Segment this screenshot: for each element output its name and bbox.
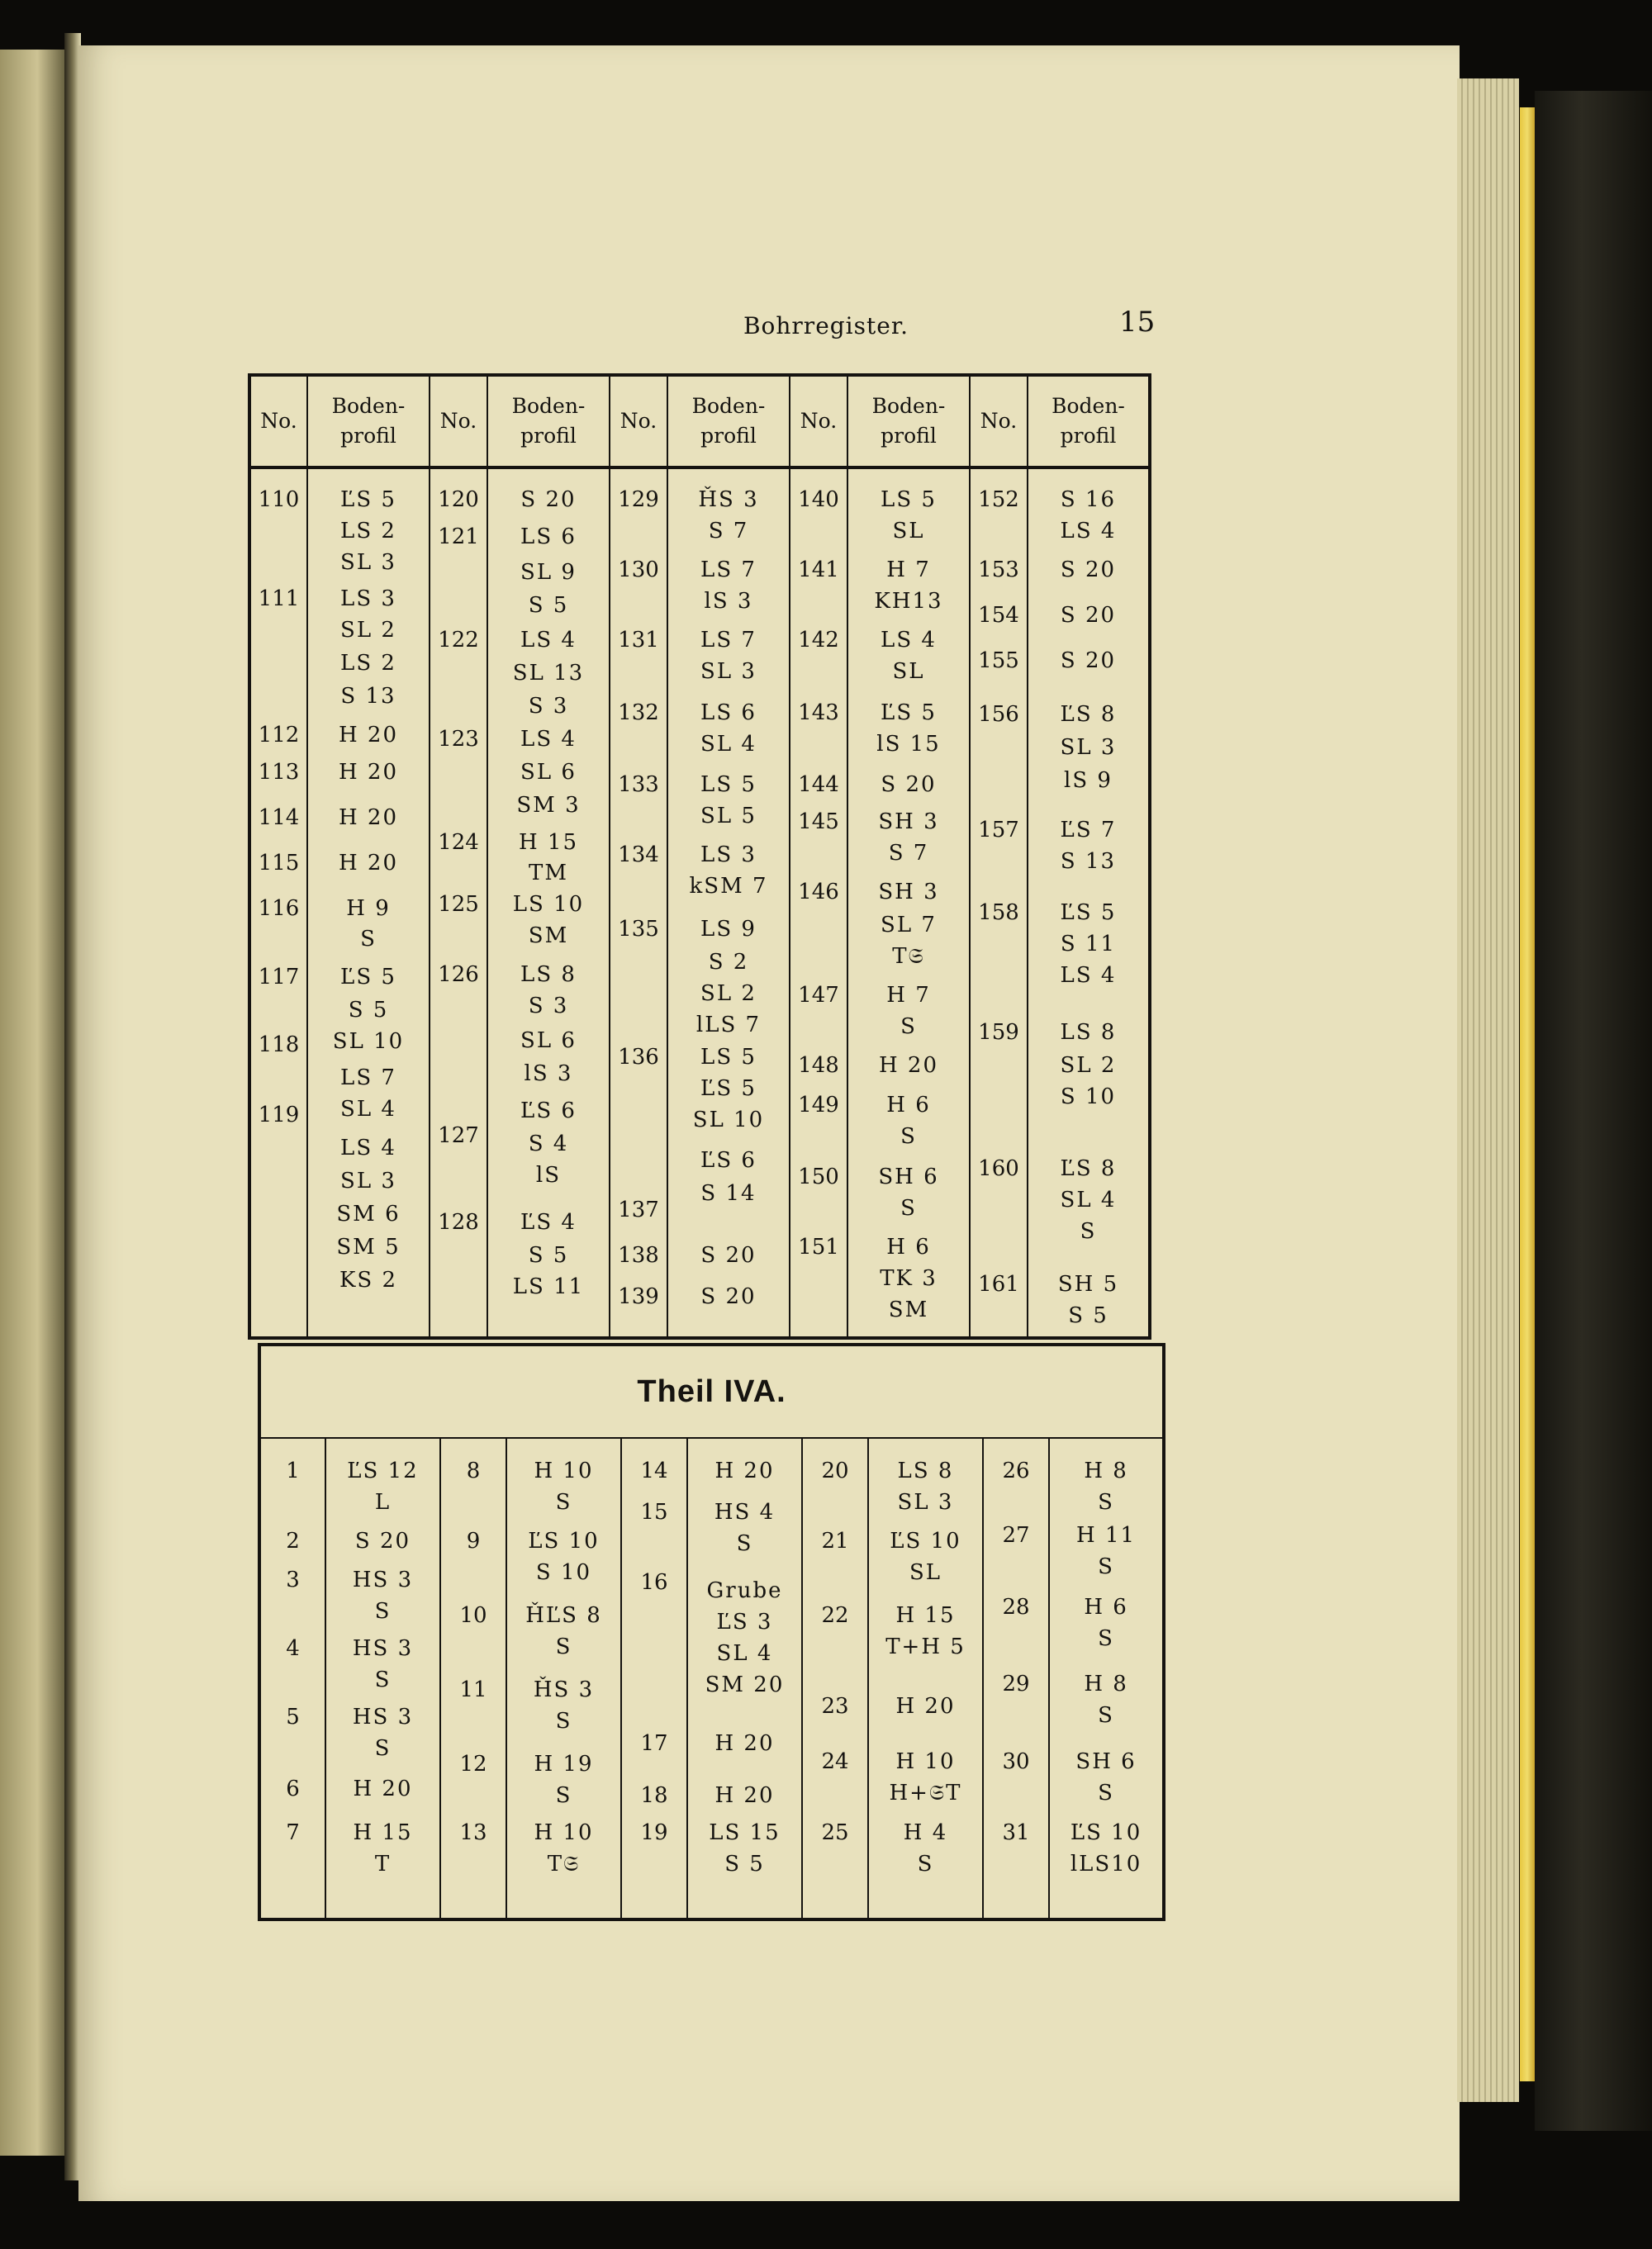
soil-profile-entry: lLS10 — [1070, 1852, 1142, 1877]
soil-profile-entry: SL 4 — [716, 1641, 773, 1666]
boring-number: 19 — [640, 1820, 668, 1845]
soil-profile-entry: T+H 5 — [885, 1635, 966, 1659]
soil-profile-entry: LS 2 — [340, 651, 396, 676]
boring-number: 17 — [640, 1731, 668, 1756]
soil-profile-entry: HS 3 — [352, 1705, 414, 1729]
profile-column — [668, 469, 789, 1336]
soil-profile-entry: KH13 — [874, 589, 943, 614]
profile-column — [326, 1439, 439, 1918]
soil-profile-entry: LS 10 — [512, 892, 585, 917]
no-column — [251, 469, 306, 1336]
soil-profile-entry: S 10 — [1060, 1084, 1117, 1109]
soil-profile-entry: SL 7 — [881, 913, 937, 937]
no-column — [790, 469, 847, 1336]
soil-profile-entry: SM — [528, 923, 569, 948]
profile-column — [488, 469, 609, 1336]
profile-column — [507, 1439, 620, 1918]
soil-profile-entry: H 20 — [338, 805, 399, 830]
soil-profile-entry: H 20 — [714, 1783, 775, 1808]
boring-number: 137 — [618, 1198, 659, 1222]
no-column — [622, 1439, 686, 1918]
boring-number: 131 — [618, 628, 659, 652]
soil-profile-entry: S 5 — [528, 1243, 569, 1268]
soil-profile-entry: SL 6 — [520, 1028, 577, 1053]
soil-profile-entry: SL 2 — [340, 618, 396, 643]
header-profile: Boden- profil — [667, 375, 790, 467]
soil-profile-entry: LS 5 — [700, 1045, 757, 1070]
boring-number: 20 — [821, 1459, 849, 1483]
soil-profile-entry: H 19 — [534, 1752, 594, 1777]
no-column — [430, 469, 487, 1336]
soil-profile-entry: H 9 — [346, 896, 391, 921]
boring-number: 119 — [258, 1103, 300, 1127]
boring-number: 160 — [978, 1156, 1019, 1181]
boring-number: 28 — [1002, 1595, 1030, 1620]
soil-profile-entry: T𝔖 — [547, 1852, 581, 1877]
soil-profile-entry: S — [1098, 1703, 1114, 1728]
boring-number: 138 — [618, 1243, 659, 1268]
soil-profile-entry: H 20 — [338, 723, 399, 747]
soil-profile-entry: S — [555, 1783, 572, 1808]
soil-profile-entry: S 7 — [888, 841, 929, 866]
header-no: No. — [790, 375, 847, 467]
soil-profile-entry: LS 4 — [520, 628, 577, 652]
soil-profile-entry: S 20 — [354, 1529, 411, 1554]
no-column — [441, 1439, 506, 1918]
soil-profile-entry: HS 3 — [352, 1636, 414, 1661]
boring-number: 127 — [438, 1123, 479, 1148]
boring-number: 143 — [798, 700, 839, 725]
soil-profile-entry: lS — [535, 1163, 562, 1188]
header-profile: Boden- profil — [487, 375, 610, 467]
soil-profile-entry: T𝔖 — [892, 944, 925, 969]
book-spine — [1535, 91, 1652, 2131]
boring-number: 136 — [618, 1045, 659, 1070]
soil-profile-entry: S 13 — [340, 684, 396, 709]
table-body-row — [259, 1438, 1164, 1919]
boring-number: 5 — [286, 1705, 300, 1729]
soil-profile-entry: S 13 — [1060, 849, 1117, 874]
soil-profile-entry: S — [1098, 1490, 1114, 1515]
soil-profile-entry: S 3 — [528, 694, 569, 719]
boring-number: 12 — [459, 1752, 487, 1777]
soil-profile-entry: ȞS 3 — [698, 487, 759, 512]
soil-profile-entry: ĽS 12 — [347, 1459, 419, 1483]
soil-profile-entry: H 20 — [714, 1459, 775, 1483]
boring-number: 18 — [640, 1783, 668, 1808]
soil-profile-entry: ĽS 5 — [340, 965, 396, 989]
header-no: No. — [610, 375, 667, 467]
boring-number: 112 — [258, 723, 300, 747]
soil-profile-entry: SM — [888, 1298, 929, 1322]
soil-profile-entry: ĽS 10 — [528, 1529, 600, 1554]
boring-number: 31 — [1002, 1820, 1030, 1845]
profile-column — [848, 469, 969, 1336]
soil-profile-entry: S — [900, 1014, 917, 1039]
soil-profile-entry: SL 3 — [897, 1490, 954, 1515]
soil-profile-entry: SL 3 — [700, 659, 757, 684]
no-column — [610, 469, 667, 1336]
boring-number: 151 — [798, 1235, 839, 1260]
soil-profile-entry: SL 4 — [700, 732, 757, 757]
header-no: No. — [430, 375, 487, 467]
header-profile: Boden- profil — [307, 375, 430, 467]
boring-number: 147 — [798, 983, 839, 1008]
soil-profile-entry: LS 9 — [700, 917, 757, 942]
soil-profile-entry: H 10 — [534, 1820, 594, 1845]
soil-profile-entry: S 20 — [700, 1243, 757, 1268]
boring-number: 148 — [798, 1053, 839, 1078]
soil-profile-entry: S — [1098, 1781, 1114, 1805]
soil-profile-entry: SM 3 — [516, 793, 581, 818]
soil-profile-entry: S — [1098, 1554, 1114, 1579]
soil-profile-entry: ĽS 4 — [520, 1210, 577, 1235]
soil-profile-entry: SL 4 — [1060, 1188, 1117, 1212]
boring-number: 10 — [459, 1603, 487, 1628]
boring-number: 133 — [618, 772, 659, 797]
soil-profile-entry: T — [374, 1852, 392, 1877]
boring-number: 141 — [798, 558, 839, 582]
boring-number: 113 — [258, 760, 300, 785]
boring-number: 145 — [798, 809, 839, 834]
soil-profile-entry: ĽS 8 — [1060, 702, 1117, 727]
boring-number: 25 — [821, 1820, 849, 1845]
boring-number: 126 — [438, 962, 479, 987]
boring-number: 132 — [618, 700, 659, 725]
boring-number: 149 — [798, 1093, 839, 1117]
soil-profile-entry: LS 4 — [340, 1136, 396, 1160]
soil-profile-entry: HS 3 — [352, 1568, 414, 1592]
boring-number: 118 — [258, 1032, 300, 1057]
soil-profile-entry: S 7 — [708, 519, 749, 543]
soil-profile-entry: LS 5 — [881, 487, 937, 512]
boring-number: 21 — [821, 1529, 849, 1554]
boring-number: 134 — [618, 842, 659, 867]
boring-number: 128 — [438, 1210, 479, 1235]
soil-profile-entry: LS 15 — [709, 1820, 781, 1845]
section-title-row — [259, 1345, 1164, 1438]
soil-profile-entry: S 20 — [1060, 558, 1117, 582]
soil-profile-entry: SL 9 — [520, 560, 577, 585]
boring-number: 111 — [258, 586, 300, 611]
boring-number: 110 — [258, 487, 300, 512]
soil-profile-entry: S — [555, 1490, 572, 1515]
soil-profile-entry: LS 6 — [520, 524, 577, 549]
no-column — [971, 469, 1027, 1336]
soil-profile-entry: H 20 — [338, 760, 399, 785]
soil-profile-entry: SH 6 — [878, 1165, 939, 1189]
boring-number: 121 — [438, 524, 479, 549]
soil-profile-entry: ĽS 7 — [1060, 818, 1117, 842]
yellow-page-edge — [1520, 107, 1535, 2081]
left-page-edge — [0, 50, 68, 2156]
boring-number: 8 — [466, 1459, 481, 1483]
profile-column — [688, 1439, 801, 1918]
profile-column — [308, 469, 429, 1336]
soil-profile-entry: LS 3 — [340, 586, 396, 611]
soil-profile-entry: LS 4 — [520, 727, 577, 752]
soil-profile-entry: LS 6 — [700, 700, 757, 725]
soil-profile-entry: S 16 — [1060, 487, 1117, 512]
soil-profile-entry: SL 10 — [692, 1108, 765, 1132]
soil-profile-entry: S 14 — [700, 1181, 757, 1206]
soil-profile-entry: LS 4 — [881, 628, 937, 652]
boring-number: 135 — [618, 917, 659, 942]
soil-profile-entry: H 6 — [886, 1093, 931, 1117]
soil-profile-entry: SH 3 — [878, 809, 939, 834]
soil-profile-entry: SL 3 — [340, 550, 396, 575]
theil-iva-table — [258, 1343, 1165, 1921]
boring-number: 146 — [798, 880, 839, 904]
soil-profile-entry: S — [900, 1196, 917, 1221]
boring-number: 153 — [978, 558, 1019, 582]
soil-profile-entry: ȞĽS 8 — [525, 1603, 602, 1628]
boring-number: 161 — [978, 1272, 1019, 1297]
soil-profile-entry: S 20 — [881, 772, 937, 797]
soil-profile-entry: ĽS 3 — [716, 1610, 773, 1635]
soil-profile-entry: SM 5 — [336, 1235, 401, 1260]
soil-profile-entry: H 6 — [1084, 1595, 1128, 1620]
soil-profile-entry: H 4 — [903, 1820, 948, 1845]
boring-number: 23 — [821, 1694, 849, 1719]
profile-column — [869, 1439, 982, 1918]
boring-number: 150 — [798, 1165, 839, 1189]
boring-number: 14 — [640, 1459, 668, 1483]
soil-profile-entry: ĽS 5 — [700, 1076, 757, 1101]
boring-number: 115 — [258, 851, 300, 875]
boring-number: 142 — [798, 628, 839, 652]
soil-profile-entry: H 20 — [878, 1053, 939, 1078]
soil-profile-entry: lS 9 — [1064, 768, 1113, 793]
table-body-row — [249, 467, 1150, 1338]
boring-number: 24 — [821, 1749, 849, 1774]
soil-profile-entry: SL 10 — [332, 1029, 405, 1054]
boring-number: 116 — [258, 896, 300, 921]
soil-profile-entry: LS 3 — [700, 842, 757, 867]
soil-profile-entry: SL 5 — [700, 804, 757, 828]
soil-profile-entry: SL 6 — [520, 760, 577, 785]
boring-number: 114 — [258, 805, 300, 830]
boring-number: 154 — [978, 603, 1019, 628]
soil-profile-entry: LS 4 — [1060, 519, 1117, 543]
boring-number: 158 — [978, 900, 1019, 925]
boring-number: 3 — [286, 1568, 300, 1592]
table-header-row — [249, 375, 1150, 467]
boring-number: 144 — [798, 772, 839, 797]
soil-profile-entry: H 15 — [895, 1603, 956, 1628]
boring-number: 29 — [1002, 1672, 1030, 1696]
soil-profile-entry: KS 2 — [339, 1268, 398, 1293]
section-title: Theil IVA. — [259, 1345, 1164, 1438]
boring-number: 117 — [258, 965, 300, 989]
soil-profile-entry: S 11 — [1060, 932, 1117, 956]
soil-profile-entry: S — [736, 1531, 753, 1556]
soil-profile-entry: LS 4 — [1060, 963, 1117, 988]
soil-profile-entry: LS 5 — [700, 772, 757, 797]
boring-number: 130 — [618, 558, 659, 582]
soil-profile-entry: S — [555, 1635, 572, 1659]
soil-profile-entry: lS 15 — [876, 732, 941, 757]
no-column — [261, 1439, 325, 1918]
soil-profile-entry: LS 2 — [340, 519, 396, 543]
boring-number: 27 — [1002, 1523, 1030, 1548]
soil-profile-entry: ĽS 5 — [881, 700, 937, 725]
soil-profile-entry: S — [360, 927, 377, 951]
soil-profile-entry: H 20 — [895, 1694, 956, 1719]
soil-profile-entry: S 2 — [708, 950, 749, 975]
boring-number: 125 — [438, 892, 479, 917]
boring-number: 11 — [459, 1677, 487, 1702]
boring-number: 140 — [798, 487, 839, 512]
soil-profile-entry: S — [1098, 1626, 1114, 1651]
soil-profile-entry: SL 4 — [340, 1097, 396, 1122]
soil-profile-entry: S — [900, 1124, 917, 1149]
soil-profile-entry: S — [374, 1599, 392, 1624]
soil-profile-entry: H 6 — [886, 1235, 931, 1260]
boring-number: 123 — [438, 727, 479, 752]
soil-profile-entry: H 20 — [714, 1731, 775, 1756]
soil-profile-entry: H 15 — [518, 830, 579, 855]
soil-profile-entry: ĽS 6 — [700, 1148, 757, 1173]
soil-profile-entry: SH 5 — [1057, 1272, 1119, 1297]
soil-profile-entry: SL 2 — [1060, 1053, 1117, 1078]
boring-number: 124 — [438, 830, 479, 855]
soil-profile-entry: H+𝔖T — [889, 1781, 962, 1805]
soil-profile-entry: S 20 — [700, 1284, 757, 1309]
soil-profile-entry: lLS 7 — [695, 1013, 762, 1037]
soil-profile-entry: TM — [529, 861, 568, 885]
soil-profile-entry: TK 3 — [880, 1266, 938, 1291]
soil-profile-entry: SL 3 — [340, 1169, 396, 1193]
soil-profile-entry: HS 4 — [714, 1500, 776, 1525]
boring-number: 157 — [978, 818, 1019, 842]
soil-profile-entry: SH 3 — [878, 880, 939, 904]
soil-profile-entry: SL — [892, 659, 925, 684]
boring-number: 139 — [618, 1284, 659, 1309]
soil-profile-entry: LS 8 — [520, 962, 577, 987]
soil-profile-entry: H 8 — [1084, 1459, 1128, 1483]
soil-profile-entry: ĽS 10 — [890, 1529, 961, 1554]
soil-profile-entry: S 20 — [1060, 603, 1117, 628]
soil-profile-entry: LS 7 — [340, 1065, 396, 1090]
soil-profile-entry: S 3 — [528, 994, 569, 1018]
soil-profile-entry: LS 8 — [1060, 1020, 1117, 1045]
soil-profile-entry: L — [374, 1490, 392, 1515]
soil-profile-entry: S 20 — [520, 487, 577, 512]
soil-profile-entry: ĽS 5 — [1060, 900, 1117, 925]
page-edges — [1457, 78, 1519, 2102]
soil-profile-entry: S 10 — [535, 1560, 592, 1585]
soil-profile-entry: S 4 — [528, 1132, 569, 1156]
soil-profile-entry: S 5 — [528, 593, 569, 618]
page-number: 15 — [1119, 306, 1156, 339]
soil-profile-entry: SL 3 — [1060, 735, 1117, 760]
soil-profile-entry: H 15 — [353, 1820, 413, 1845]
soil-profile-entry: S — [917, 1852, 934, 1877]
boring-number: 152 — [978, 487, 1019, 512]
soil-profile-entry: kSM 7 — [689, 874, 768, 899]
header-profile: Boden- profil — [847, 375, 970, 467]
boring-number: 30 — [1002, 1749, 1030, 1774]
boring-number: 2 — [286, 1529, 300, 1554]
boring-number: 1 — [286, 1459, 300, 1483]
soil-profile-entry: ĽS 10 — [1070, 1820, 1142, 1845]
soil-profile-entry: SH 6 — [1075, 1749, 1137, 1774]
soil-profile-entry: H 20 — [338, 851, 399, 875]
soil-profile-entry: ĽS 8 — [1060, 1156, 1117, 1181]
soil-profile-entry: H 8 — [1084, 1672, 1128, 1696]
soil-profile-entry: S 20 — [1060, 648, 1117, 673]
soil-profile-entry: LS 7 — [700, 558, 757, 582]
running-head: Bohrregister. — [743, 312, 909, 339]
boring-number: 15 — [640, 1500, 668, 1525]
boring-number: 129 — [618, 487, 659, 512]
soil-profile-entry: S 5 — [724, 1852, 765, 1877]
soil-profile-entry: S — [374, 1736, 392, 1761]
boring-number: 22 — [821, 1603, 849, 1628]
soil-profile-entry: SL 2 — [700, 981, 757, 1006]
boring-number: 13 — [459, 1820, 487, 1845]
boring-number: 6 — [286, 1777, 300, 1801]
soil-profile-entry: S — [555, 1709, 572, 1734]
boring-number: 156 — [978, 702, 1019, 727]
header-no: No. — [970, 375, 1028, 467]
no-column — [803, 1439, 867, 1918]
boring-number: 9 — [466, 1529, 481, 1554]
soil-profile-entry: Grube — [706, 1578, 783, 1603]
profile-column — [1050, 1439, 1162, 1918]
header-no: No. — [249, 375, 307, 467]
soil-profile-entry: SM 6 — [336, 1202, 401, 1227]
soil-profile-entry: lS 3 — [704, 589, 753, 614]
soil-profile-entry: H 7 — [886, 558, 931, 582]
soil-profile-entry: S — [374, 1668, 392, 1692]
soil-profile-entry: SL — [909, 1560, 942, 1585]
soil-profile-entry: H 20 — [353, 1777, 413, 1801]
boring-number: 155 — [978, 648, 1019, 673]
soil-profile-entry: H 10 — [534, 1459, 594, 1483]
boring-number: 4 — [286, 1636, 300, 1661]
soil-profile-entry: lS 3 — [524, 1061, 573, 1086]
soil-profile-entry: S — [1080, 1219, 1097, 1244]
soil-profile-entry: H 7 — [886, 983, 931, 1008]
soil-profile-entry: LS 11 — [512, 1274, 585, 1299]
soil-profile-entry: LS 7 — [700, 628, 757, 652]
soil-profile-entry: S 5 — [1068, 1303, 1108, 1328]
soil-profile-entry: S 5 — [348, 998, 389, 1022]
profile-column — [1028, 469, 1148, 1336]
boring-number: 26 — [1002, 1459, 1030, 1483]
boring-number: 7 — [286, 1820, 300, 1845]
boring-number: 159 — [978, 1020, 1019, 1045]
soil-profile-entry: H 11 — [1076, 1523, 1137, 1548]
soil-profile-entry: SM 20 — [705, 1673, 785, 1697]
soil-profile-entry: H 10 — [895, 1749, 956, 1774]
soil-profile-entry: LS 8 — [897, 1459, 954, 1483]
header-profile: Boden- profil — [1028, 375, 1150, 467]
bohrregister-table — [248, 373, 1151, 1340]
soil-profile-entry: SL — [892, 519, 925, 543]
boring-number: 120 — [438, 487, 479, 512]
boring-number: 122 — [438, 628, 479, 652]
soil-profile-entry: ȞS 3 — [533, 1677, 595, 1702]
soil-profile-entry: ĽS 6 — [520, 1098, 577, 1123]
no-column — [984, 1439, 1048, 1918]
boring-number: 16 — [640, 1570, 668, 1595]
soil-profile-entry: SL 13 — [512, 661, 585, 686]
soil-profile-entry: ĽS 5 — [340, 487, 396, 512]
